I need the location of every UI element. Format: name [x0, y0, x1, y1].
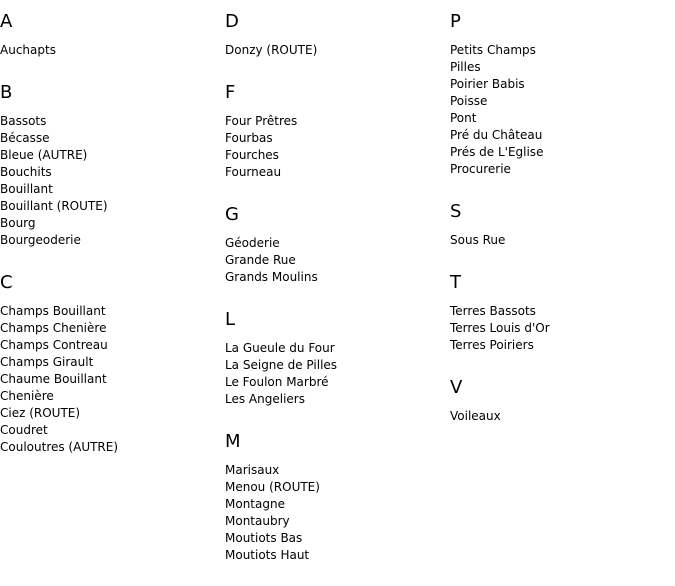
street-link[interactable]: Montagne — [225, 497, 285, 511]
street-list-item — [225, 391, 445, 408]
letter-group — [450, 365, 670, 436]
street-list-item — [0, 371, 220, 388]
street-list — [0, 303, 220, 456]
street-list — [450, 303, 670, 354]
street-list — [450, 408, 670, 425]
group-spacer — [225, 564, 445, 575]
street-link[interactable]: Fourches — [225, 148, 279, 162]
group-spacer — [0, 456, 220, 467]
street-list-item — [450, 59, 670, 76]
street-list-item — [450, 110, 670, 127]
street-list-item — [225, 340, 445, 357]
street-link[interactable]: Bécasse — [0, 131, 50, 145]
street-list-item — [225, 42, 445, 59]
letter-heading: B — [0, 82, 13, 103]
street-list-item — [450, 42, 670, 59]
street-list-item — [450, 161, 670, 178]
street-link[interactable]: Terres Louis d'Or — [450, 321, 550, 335]
street-link[interactable]: Four Prêtres — [225, 114, 298, 128]
street-list-item — [0, 337, 220, 354]
street-link[interactable]: Auchapts — [0, 43, 56, 57]
street-list-item — [450, 93, 670, 110]
group-spacer — [225, 408, 445, 419]
street-list-item — [225, 252, 445, 269]
street-link[interactable]: Fourbas — [225, 131, 273, 145]
street-link[interactable]: Procurerie — [450, 162, 511, 176]
street-link[interactable]: Ciez (ROUTE) — [0, 406, 81, 420]
street-list-item — [0, 181, 220, 198]
group-spacer — [225, 59, 445, 70]
street-link[interactable]: Les Angeliers — [225, 392, 305, 406]
street-link[interactable]: Pont — [450, 111, 477, 125]
street-link[interactable]: Champs Bouillant — [0, 304, 106, 318]
street-list-item — [0, 422, 220, 439]
street-link[interactable]: Terres Poiriers — [450, 338, 534, 352]
street-link[interactable]: Géoderie — [225, 236, 280, 250]
street-link[interactable]: Champs Contreau — [0, 338, 108, 352]
street-link[interactable]: Donzy (ROUTE) — [225, 43, 318, 57]
street-list — [450, 42, 670, 178]
street-link[interactable]: Terres Bassots — [450, 304, 536, 318]
group-spacer — [450, 425, 670, 436]
letter-group — [450, 0, 670, 189]
index-column-1 — [0, 0, 220, 467]
letter-group — [225, 70, 445, 192]
street-link[interactable]: Bassots — [0, 114, 47, 128]
street-list-item — [225, 113, 445, 130]
street-link[interactable]: Bleue (AUTRE) — [0, 148, 88, 162]
street-list — [0, 42, 220, 59]
street-list-item — [450, 408, 670, 425]
letter-heading: T — [450, 272, 461, 293]
street-link[interactable]: Coudret — [0, 423, 48, 437]
street-link[interactable]: Bouillant (ROUTE) — [0, 199, 108, 213]
letter-heading: D — [225, 11, 239, 32]
letter-group — [225, 0, 445, 70]
group-spacer — [450, 354, 670, 365]
street-link[interactable]: Bouchits — [0, 165, 52, 179]
street-list — [225, 462, 445, 564]
street-list-item — [0, 164, 220, 181]
letter-group — [0, 0, 220, 70]
street-list-item — [225, 496, 445, 513]
letter-heading: L — [225, 309, 236, 330]
street-list-item — [0, 198, 220, 215]
index-column-3 — [450, 0, 670, 436]
letter-group — [225, 192, 445, 297]
letter-group — [0, 70, 220, 260]
street-link[interactable]: Couloutres (AUTRE) — [0, 440, 119, 454]
street-list-item — [0, 303, 220, 320]
street-link[interactable]: Chaume Bouillant — [0, 372, 107, 386]
street-link[interactable]: Voileaux — [450, 409, 501, 423]
letter-group — [450, 189, 670, 260]
street-list-item — [0, 354, 220, 371]
street-link[interactable]: Marisaux — [225, 463, 280, 477]
street-link[interactable]: Poisse — [450, 94, 488, 108]
letter-heading: G — [225, 204, 239, 225]
street-list-item — [225, 547, 445, 564]
street-link[interactable]: Chenière — [0, 389, 54, 403]
street-list-item — [450, 320, 670, 337]
street-list-item — [225, 357, 445, 374]
street-list — [450, 232, 670, 249]
street-list-item — [225, 479, 445, 496]
street-link[interactable]: Pré du Château — [450, 128, 543, 142]
street-link[interactable]: Menou (ROUTE) — [225, 480, 320, 494]
street-list-item — [0, 147, 220, 164]
street-list — [225, 340, 445, 408]
street-list-item — [0, 113, 220, 130]
street-link[interactable]: Fourneau — [225, 165, 282, 179]
index-column-2 — [225, 0, 445, 575]
street-link[interactable]: Moutiots Bas — [225, 531, 303, 545]
street-list-item — [450, 337, 670, 354]
street-list — [225, 42, 445, 59]
street-link[interactable]: Poirier Babis — [450, 77, 525, 91]
street-link[interactable]: Prés de L'Eglise — [450, 145, 544, 159]
street-list — [225, 235, 445, 286]
letter-heading: M — [225, 431, 241, 452]
street-list-item — [0, 215, 220, 232]
street-list-item — [0, 439, 220, 456]
street-link[interactable]: Petits Champs — [450, 43, 536, 57]
street-link[interactable]: La Gueule du Four — [225, 341, 335, 355]
street-list-item — [0, 320, 220, 337]
street-list-item — [225, 235, 445, 252]
street-list-item — [225, 374, 445, 391]
street-link[interactable]: Bourgeoderie — [0, 233, 81, 247]
letter-group — [0, 260, 220, 467]
street-link[interactable]: Champs Girault — [0, 355, 94, 369]
letter-heading: F — [225, 82, 236, 103]
street-list-item — [225, 530, 445, 547]
street-list — [0, 113, 220, 249]
street-link[interactable]: Montaubry — [225, 514, 290, 528]
street-link[interactable]: Champs Chenière — [0, 321, 107, 335]
street-link[interactable]: Sous Rue — [450, 233, 506, 247]
street-list-item — [0, 130, 220, 147]
letter-heading: V — [450, 377, 463, 398]
street-list-item — [450, 303, 670, 320]
street-list-item — [0, 42, 220, 59]
street-list-item — [225, 147, 445, 164]
street-link[interactable]: Bouillant — [0, 182, 53, 196]
street-list-item — [450, 144, 670, 161]
street-link[interactable]: Grande Rue — [225, 253, 296, 267]
street-link[interactable]: Grands Moulins — [225, 270, 318, 284]
street-link[interactable]: Moutiots Haut — [225, 548, 310, 562]
group-spacer — [450, 249, 670, 260]
street-list-item — [225, 269, 445, 286]
street-list — [225, 113, 445, 181]
street-list-item — [450, 232, 670, 249]
street-list-item — [225, 164, 445, 181]
group-spacer — [225, 286, 445, 297]
letter-heading: A — [0, 11, 13, 32]
letter-heading: P — [450, 11, 461, 32]
street-list-item — [225, 462, 445, 479]
letter-heading: S — [450, 201, 462, 222]
street-link[interactable]: Bourg — [0, 216, 36, 230]
street-list-item — [450, 76, 670, 93]
street-link[interactable]: Le Foulon Marbré — [225, 375, 329, 389]
street-list-item — [0, 232, 220, 249]
letter-group — [450, 260, 670, 365]
group-spacer — [450, 178, 670, 189]
street-link[interactable]: Pilles — [450, 60, 481, 74]
street-link[interactable]: La Seigne de Pilles — [225, 358, 338, 372]
street-list-item — [225, 513, 445, 530]
group-spacer — [0, 59, 220, 70]
street-list-item — [225, 130, 445, 147]
street-list-item — [0, 405, 220, 422]
group-spacer — [0, 249, 220, 260]
street-list-item — [450, 127, 670, 144]
letter-group — [225, 419, 445, 575]
street-list-item — [0, 388, 220, 405]
group-spacer — [225, 181, 445, 192]
letter-heading: C — [0, 272, 13, 293]
letter-group — [225, 297, 445, 419]
